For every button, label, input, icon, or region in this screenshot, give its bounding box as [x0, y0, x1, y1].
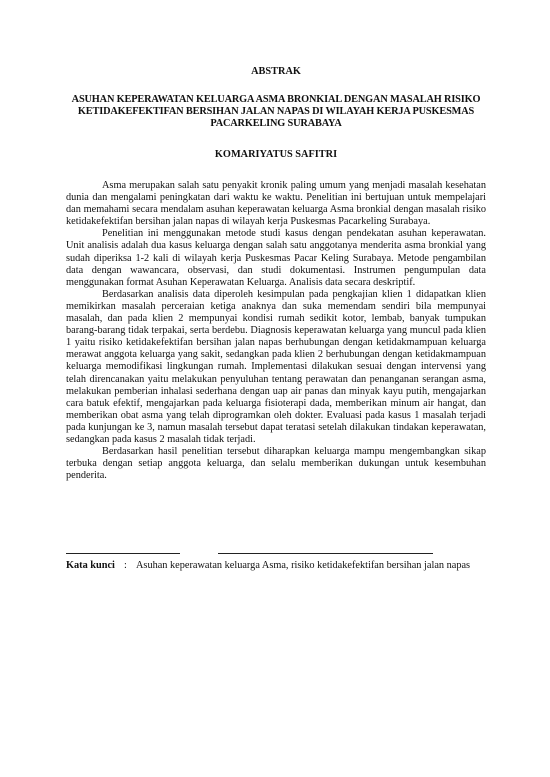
keywords-value: Asuhan keperawatan keluarga Asma, risiko ketidakefektifan bersihan jalan napas	[136, 560, 471, 571]
abstract-paragraph-2: Penelitian ini menggunakan metode studi kasus dengan pendekatan asuhan keperawatan. Unit analisis adalah dua kasus keluarga dengan salah satu anggotanya menderita asma bronkial yang sudah diperiksa 1-2 kali di wilayah kerja Puskesmas Pacar Keling Surabaya. Metode pengambilan data dengan wawancara, observasi, dan studi dokumentasi. Instrumen pengumpulan data menggunakan format Asuhan Keperawatan Keluarga. Analisis data secara deskriptif.	[66, 228, 486, 288]
abstract-paragraph-3: Berdasarkan analisis data diperoleh kesimpulan pada pengkajian klien 1 didapatkan klien memikirkan masalah perceraian ketiga anaknya dan suka memendam sendiri bila mempunyai masalah, dan pada klien 2 mempunyai kondisi rumah sedikit kotor, lembab, banyak tumpukan barang-barang tidak terpakai, serta berdebu. Diagnosis keperawatan keluarga yang muncul pada klien 1 yaitu risiko ketidakefektifan bersihan jalan napas berhubungan dengan ketidakmampuan keluarga merawat anggota keluarga yang sakit, sedangkan pada klien 2 berhubungan dengan ketidakmampuan keluarga memodifikasi lingkungan rumah. Implementasi dilakukan sesuai dengan intervensi yang telah direncanakan yaitu melakukan penyuluhan tentang perawatan dan penanganan serangan asma, melakukan pemberian inhalasi sederhana dengan uap air panas dan minyak kayu putih, mengajarkan cara batuk efektif, mengajarkan pada keluarga fisioterapi dada, memberikan minum air hangat, dan memberikan obat asma yang telah diprogramkan oleh dokter. Evaluasi pada kasus 1 masalah terjadi pada kunjungan ke 3, namun masalah tersebut dapat teratasi setelah dilakukan tindakan keperawatan, sedangkan pada kasus 2 masalah tidak terjadi.	[66, 288, 486, 445]
abstract-paragraph-4: Berdasarkan hasil penelitian tersebut diharapkan keluarga mampu mengembangkan sikap terbuka dengan setiap anggota keluarga, dan selalu memberikan dukungan untuk kesembuhan penderita.	[66, 446, 486, 482]
document-title: ASUHAN KEPERAWATAN KELUARGA ASMA BRONKIAL DENGAN MASALAH RISIKO KETIDAKEFEKTIFAN BERSIHAN JALAN NAPAS DI WILAYAH KERJA PUSKESMAS PACARKELING SURABAYA	[71, 94, 481, 129]
keywords-divider-gap	[180, 553, 218, 554]
keywords-block	[66, 560, 486, 572]
abstract-heading: ABSTRAK	[251, 66, 301, 77]
keywords-divider	[66, 553, 433, 554]
keywords-separator: :	[124, 560, 127, 571]
abstract-paragraph-1: Asma merupakan salah satu penyakit kronik paling umum yang menjadi masalah kesehatan dunia dan mengalami peningkatan dari waktu ke waktu. Penelitian ini bertujuan untuk mempelajari dan memahami secara mendalam asuhan keperawatan keluarga Asma bronkial dengan masalah risiko ketidakefektifan bersihan jalan napas di wilayah kerja Puskesmas Pacarkeling Surabaya.	[66, 180, 486, 228]
keywords-label: Kata kunci	[66, 560, 115, 571]
abstract-body	[66, 180, 486, 482]
author-name: KOMARIYATUS SAFITRI	[214, 149, 338, 160]
